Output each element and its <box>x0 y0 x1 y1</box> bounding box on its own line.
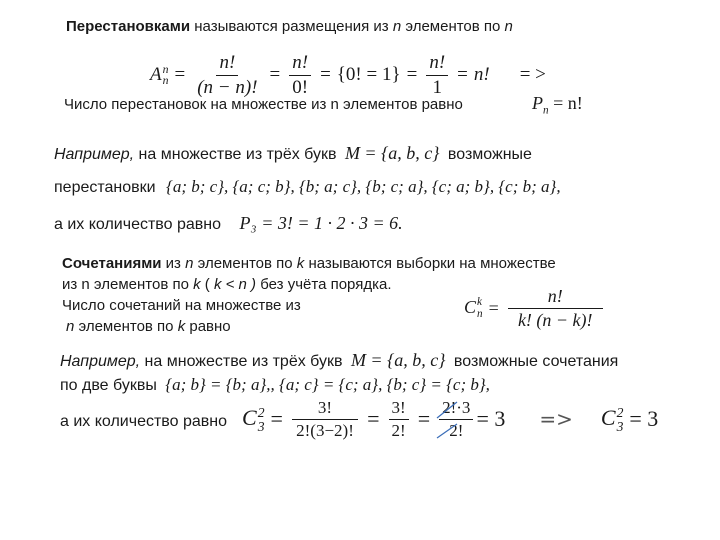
permutation-count-text: Число перестановок на множестве из n элементов равно <box>64 96 463 113</box>
arrangement-symbol: A n n <box>150 62 169 88</box>
permutation-list-line: перестановки {a; b; c}, {a; c; b}, {b; a; c}, {b; c; a}, {c; a; b}, {c; b; a}, <box>54 177 561 196</box>
combination-definition-line-1: Сочетаниями из n элементов по k называются выборки на множестве <box>62 255 556 272</box>
combination-definition-line-2: из n элементов по k ( k < n ) без учёта порядка. <box>62 276 392 293</box>
implies-arrow-2: => <box>539 407 573 432</box>
permutation-formula: A n n = $\frac{n!}{(n - n)!}$ = $\frac{n!}{0!}$ = {0! = 1} = $\frac{n!}{1}$ = n! = > <box>150 52 546 98</box>
fraction-2: $\frac{n!}{0!}$ <box>289 52 311 99</box>
zero-factorial-note: {0! = 1} <box>336 64 401 86</box>
combination-quantity-text: а их количество равно <box>60 413 227 430</box>
strike-marks <box>435 400 461 440</box>
combination-term: Сочетаниями <box>62 255 162 272</box>
permutation-quantity-line: а их количество равно P₃ = 3! = 1 · 2 · 3 = 6. <box>54 213 403 233</box>
cancelled-fraction: $\frac{2!\cdot 3}{2!}$ <box>439 398 473 440</box>
combination-example-line: Например, на множестве из трёх букв M = {a, b, c} возможные сочетания <box>60 350 619 370</box>
permutation-term: Перестановками <box>66 18 191 35</box>
permutation-definition: Перестановками называются размещения из n элементов по n <box>66 18 513 35</box>
combination-pairs-line: по две буквы {a; b} = {b; a},, {a; c} = {c; a}, {b; c} = {c; b}, <box>60 375 490 394</box>
combination-formula: C k n = $\frac{n!}{k! (n - k)!}$ <box>464 286 606 330</box>
permutation-count-formula: $P_n = n$! <box>532 93 583 117</box>
combination-calculation: C 2 3 = $\frac{3!}{2!(3-2)!}$ = $\frac{3!}{2!}$ = $\frac{2!\cdot 3}{2!}$ = 3 => C 2 3 = 3 <box>242 398 659 440</box>
combination-count-line-1: Число сочетаний на множестве из <box>62 297 301 314</box>
implies-arrow: = > <box>519 64 546 86</box>
permutation-example-line: Например, на множестве из трёх букв M = {a, b, c} возможные <box>54 143 532 163</box>
combination-count-line-2: n элементов по k равно <box>66 318 231 335</box>
fraction-3: $\frac{n!}{1}$ <box>426 52 448 99</box>
fraction-1: $\frac{n!}{(n - n)!}$ <box>197 52 258 98</box>
